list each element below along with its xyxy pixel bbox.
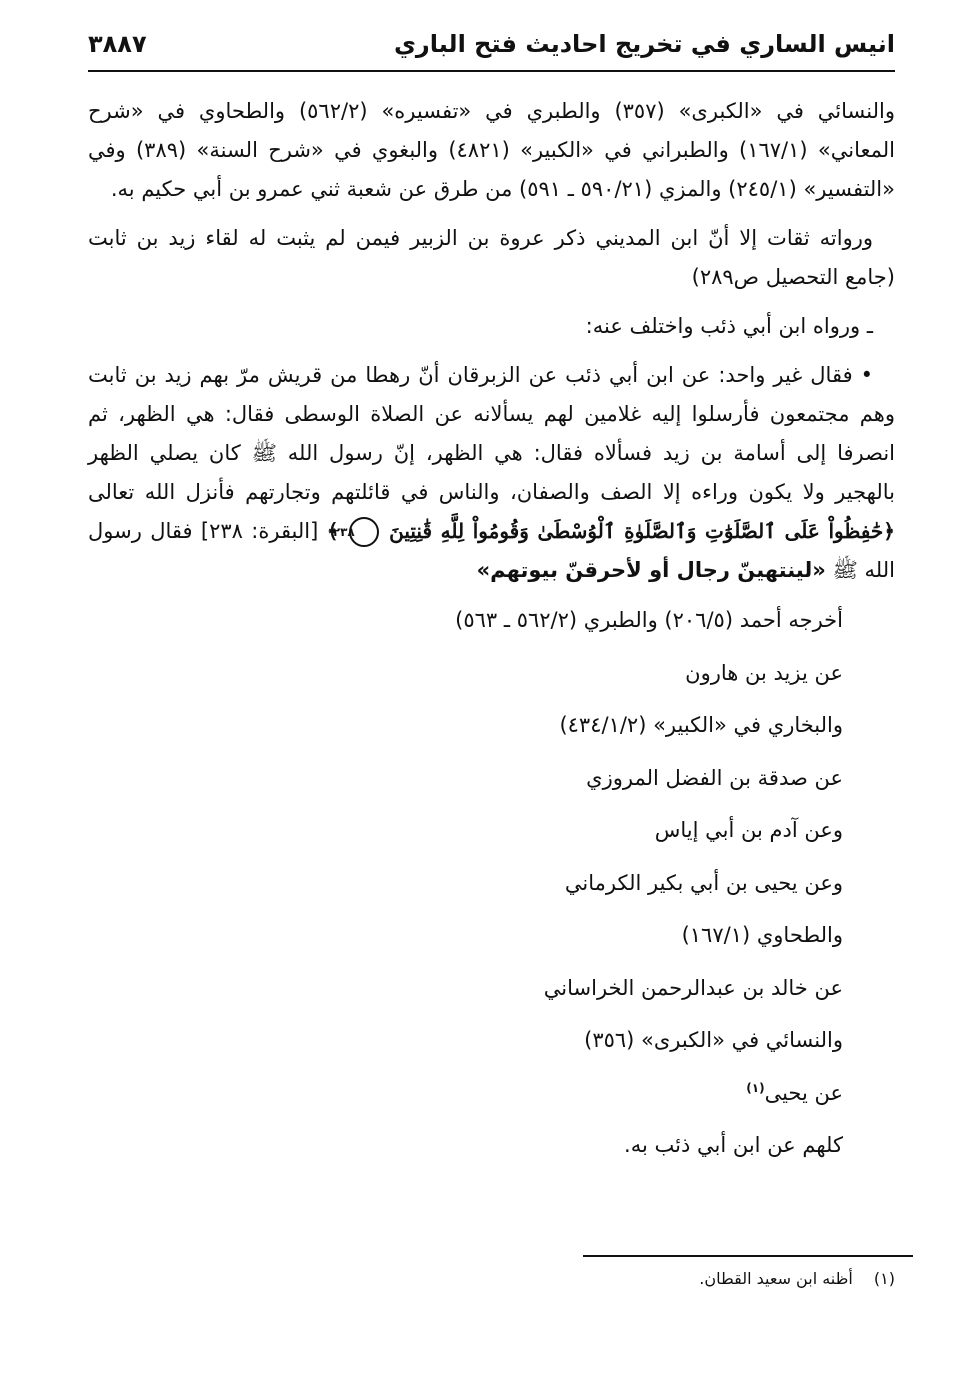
hadith-narration: • فقال غير واحد: عن ابن أبي ذئب عن الزبرقان أنّ رهطا من قريش مرّ بهم زيد بن ثابت وهم مجتمعون فأرسلوا إليه غلامين لهم يسألانه عن الصلاة الوسطى فقال: هي الظهر، ثم انصرفا إلى أسامة بن زيد فسألاه فقال: هي الظهر، إنّ رسول الله ﷺ كان يصلي الظهر بالهجير ولا يكون وراءه إلا الصف والصفان، والناس في قائلتهم وتجارتهم فأنزل الله تعالى	[88, 363, 895, 504]
takhrij-line	[88, 1073, 843, 1126]
book-title: انيس الساري في تخريج احاديث فتح الباري	[393, 30, 895, 58]
takhrij-line: والبخاري في «الكبير» (٤٣٤/١/٢)	[559, 713, 843, 737]
surah-citation: [البقرة: ٢٣٨]	[200, 519, 319, 543]
takhrij-line: والطحاوي (١٦٧/١)	[681, 923, 843, 947]
footnote-text: أظنه ابن سعيد القطان.	[699, 1269, 853, 1288]
takhrij-line: عن صدقة بن الفضل المروزي	[586, 765, 843, 790]
paragraph-hadith	[88, 356, 895, 590]
takhrij-line: أخرجه أحمد (٢٠٦/٥) والطبري (٥٦٢/٢ ـ ٥٦٣)	[455, 608, 843, 632]
footnote-number: (١)	[873, 1269, 895, 1288]
takhrij-line: وعن يحيى بن أبي بكير الكرماني	[564, 870, 843, 895]
paragraph-narrators-note: ورواته ثقات إلا أنّ ابن المديني ذكر عروة بن الزبير فيمن لم يثبت له لقاء زيد بن ثابت (جامع التحصيل ص٢٨٩)	[88, 226, 895, 289]
hadith-continuation: فقال رسول الله ﷺ	[88, 519, 895, 582]
takhrij-line: كلهم عن ابن أبي ذئب به.	[624, 1133, 843, 1157]
takhrij-line: عن يزيد بن هارون	[685, 660, 843, 685]
page-number: ٣٨٨٧	[88, 30, 147, 58]
ayah-number-icon: ٢٣٨	[349, 517, 379, 547]
running-header	[88, 26, 895, 72]
paragraph-sources: والنسائي في «الكبرى» (٣٥٧) والطبري في «تفسيره» (٥٦٢/٢) والطحاوي في «شرح المعاني» (١٦٧/١) والطبراني في «الكبير» (٤٨٢١) والبغوي في «شرح السنة» (٣٨٩) وفي «التفسير» (٢٤٥/١) والمزي (٥٩٠/٢١ ـ ٥٩١) من طرق عن شعبة ثني عمرو بن أبي حكيم به.	[88, 99, 896, 201]
hadith-text: «لينتهينّ رجال أو لأحرقنّ بيوتهم»	[476, 558, 826, 582]
main-text	[88, 92, 895, 1178]
quran-bracket-close: ﴾	[326, 519, 339, 543]
takhrij-line: وعن آدم بن أبي إياس	[654, 818, 843, 842]
takhrij-line-text: عن يحيى	[764, 1080, 843, 1105]
paragraph-ibn-abi-dhib: ـ ورواه ابن أبي ذئب واختلف عنه:	[585, 314, 873, 338]
footnote	[699, 1266, 895, 1292]
quran-verse: ﴿حَٰفِظُواْ عَلَى ٱلصَّلَوَٰتِ وَٱلصَّلَوٰةِ ٱلْوُسْطَىٰ وَقُومُواْ لِلَّهِ قَٰنِتِينَ	[389, 519, 895, 543]
footnote-marker: (١)	[746, 1080, 765, 1095]
takhrij-list	[88, 600, 895, 1178]
footnote-divider	[583, 1255, 913, 1257]
takhrij-line: والنسائي في «الكبرى» (٣٥٦)	[584, 1028, 843, 1052]
takhrij-line: عن خالد بن عبدالرحمن الخراساني	[543, 975, 843, 1000]
